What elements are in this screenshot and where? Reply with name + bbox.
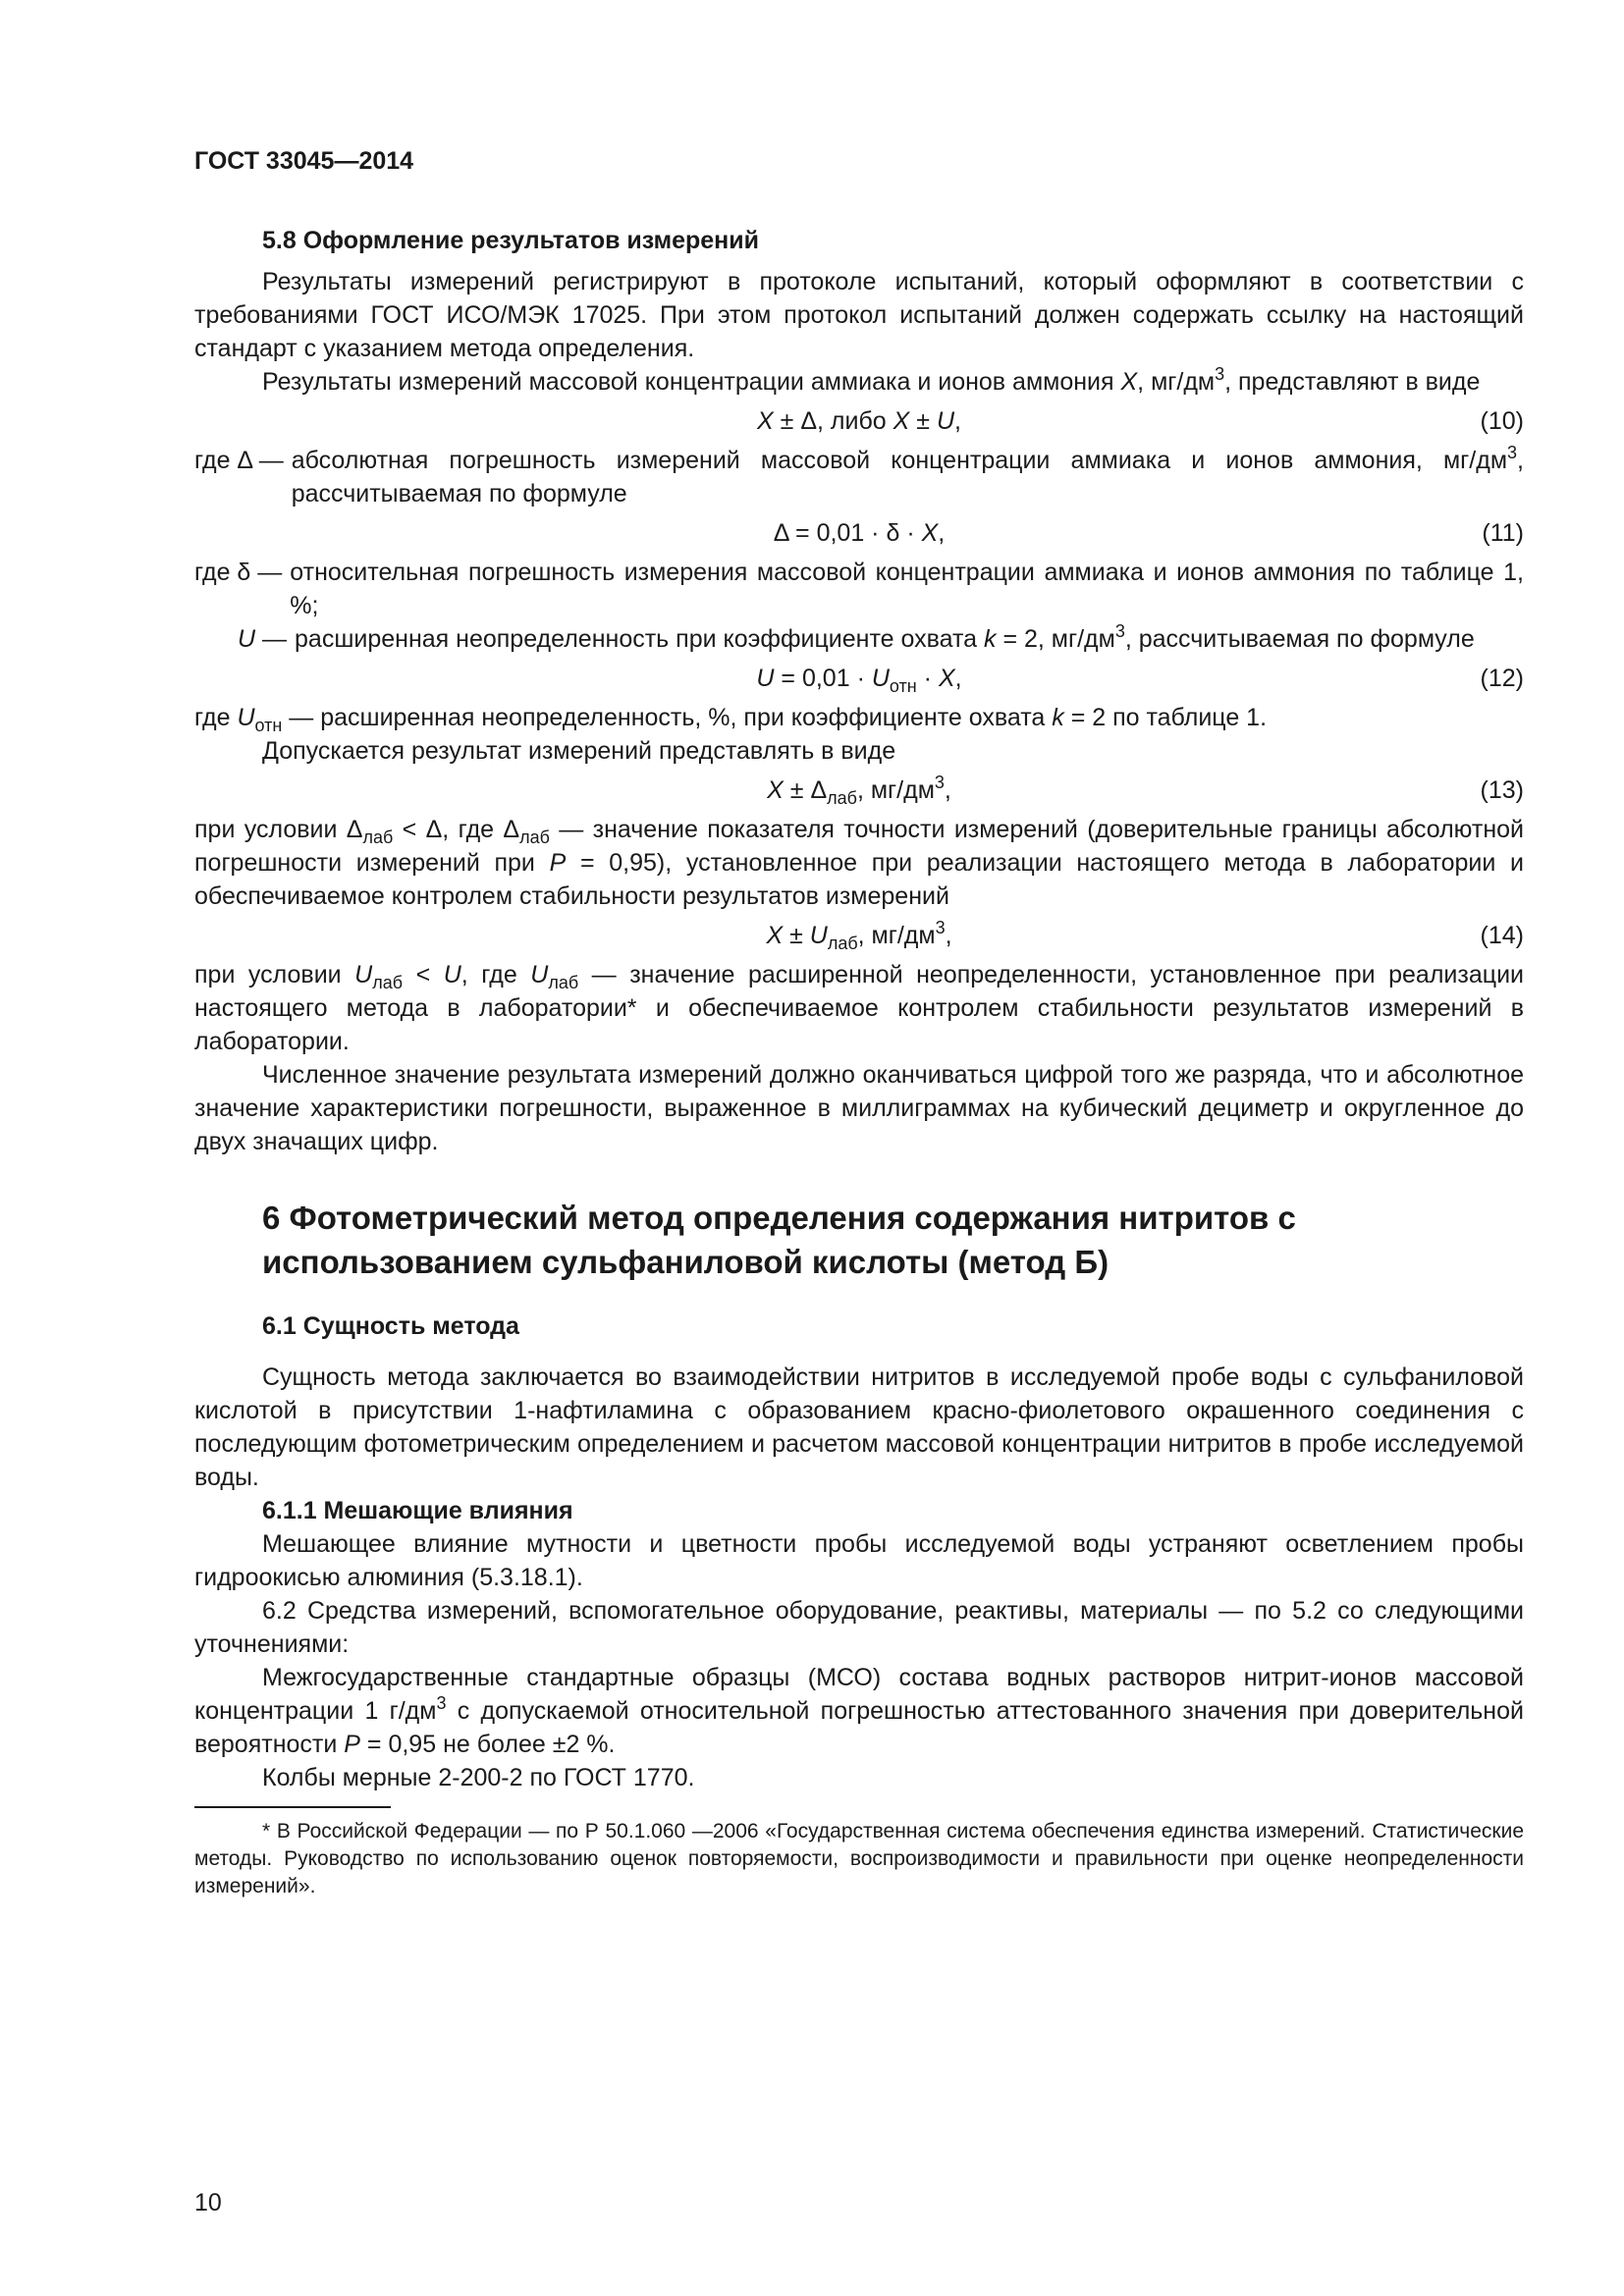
formula-11-number: (11) — [1482, 519, 1524, 547]
section-6-1-title: 6.1 Сущность метода — [262, 1312, 519, 1340]
formula-11-expression: Δ = 0,01 · δ · X, — [773, 519, 946, 547]
formula-13-number: (13) — [1480, 776, 1524, 804]
paragraph-mso: Межгосударственные стандартные образцы (МСО) состава водных растворов нитрит-ионов массовой концентрации 1 $г/дм^3$ с допускаемой относительной погрешностью аттестованного значения при доверительной вероятности P = 0,95 не более ±2 %. — [194, 1664, 1524, 1758]
paragraph-method-essence: Сущность метода заключается во взаимодействии нитритов в исследуемой пробе воды с сульфаниловой кислотой в присутствии 1-нафтиламина с образованием красно-фиолетового окрашенного соединения с последующим фотометрическим определением и расчетом массовой концентрации нитритов в пробе исследуемой воды. — [194, 1363, 1524, 1491]
formula-12-expression: $U = 0,01 \cdot U_{отн} \cdot X$, — [756, 665, 962, 696]
footnote-divider — [194, 1806, 391, 1808]
section-5-8-title: 5.8 Оформление результатов измерений — [262, 227, 760, 254]
where-delta: где Δ — абсолютная погрешность измерений массовой концентрации аммиака и ионов аммония, $мг/дм^3$, рассчитываемая по формуле — [194, 443, 1524, 507]
where-u-rel: где $U_{отн}$ — расширенная неопределенность, %, при коэффициенте охвата k = 2 по таблице 1. — [194, 704, 1268, 735]
section-6-title: 6 Фотометрический метод определения содержания нитритов с использованием сульфаниловой кислоты (метод Б) — [262, 1200, 1296, 1280]
formula-12-number: (12) — [1480, 665, 1524, 692]
paragraph-condition-delta: при условии $\Delta_{лаб} < \Delta$, где $\Delta_{лаб}$ — значение показателя точности измерений (доверительные границы абсолютной погрешности измерений при P = 0,95), установленное при реализации настоящего метода в лаборатории и обеспечиваемое контролем стабильности результатов измерений — [194, 816, 1525, 910]
formula-13-expression: $X \pm \Delta_{лаб}$, $мг/дм^3$, — [767, 773, 951, 808]
where-u: U — расширенная неопределенность при коэффициенте охвата k = 2, $мг/дм^3$, рассчитываемая по формуле — [238, 621, 1475, 653]
formula-10-expression: X ± Δ, либо X ± U, — [757, 407, 961, 435]
paragraph-flasks: Колбы мерные 2-200-2 по ГОСТ 1770. — [262, 1764, 695, 1791]
paragraph-numeric-value: Численное значение результата измерений должно оканчиваться цифрой того же разряда, что и абсолютное значение характеристики погрешности, выраженное в миллиграммах на кубический дециметр и округленное до двух значащих цифр. — [194, 1061, 1524, 1155]
paragraph-section-6-2: 6.2 Средства измерений, вспомогательное оборудование, реактивы, материалы — по 5.2 со следующими уточнениями: — [194, 1597, 1524, 1658]
formula-10-number: (10) — [1480, 407, 1524, 435]
paragraph-interference: Мешающее влияние мутности и цветности пробы исследуемой воды устраняют осветлением пробы гидроокисью алюминия (5.3.18.1). — [194, 1530, 1524, 1591]
paragraph-results-form: Результаты измерений массовой концентрации аммиака и ионов аммония X, $мг/дм^3$, представляют в виде — [262, 364, 1481, 396]
page-number: 10 — [194, 2189, 222, 2216]
formula-13 — [194, 774, 1524, 807]
formula-14-expression: $X \pm U_{лаб}$, $мг/дм^3$, — [766, 918, 952, 953]
formula-14-number: (14) — [1480, 922, 1524, 949]
section-6-1-1-title: 6.1.1 Мешающие влияния — [262, 1497, 573, 1524]
where-small-delta: где δ — относительная погрешность измерения массовой концентрации аммиака и ионов аммония по таблице 1, %; — [194, 559, 1524, 619]
footnote-text: * В Российской Федерации — по Р 50.1.060 —2006 «Государственная система обеспечения единства измерений. Статистические методы. Руководство по использованию оценок повторяемости, воспроизводимости и правильности при оценке неопределенности измерений». — [194, 1820, 1524, 1897]
formula-10 — [194, 404, 1524, 438]
paragraph-condition-u: при условии $U_{лаб} < U$, где $U_{лаб}$ — значение расширенной неопределенности, установленное при реализации настоящего метода в лаборатории* и обеспечиваемое контролем стабильности результатов измерений в лаборатории. — [194, 961, 1524, 1055]
paragraph-allowed-form: Допускается результат измерений представлять в виде — [262, 737, 896, 765]
paragraph-results-protocol: Результаты измерений регистрируют в протоколе испытаний, который оформляют в соответствии с требованиями ГОСТ ИСО/МЭК 17025. При этом протокол испытаний должен содержать ссылку на настоящий стандарт с указанием метода определения. — [194, 268, 1524, 362]
formula-12 — [194, 662, 1524, 695]
formula-14 — [194, 919, 1524, 952]
formula-11 — [194, 516, 1524, 550]
page-content — [194, 224, 1524, 1900]
document-code: ГОСТ 33045—2014 — [194, 147, 414, 175]
